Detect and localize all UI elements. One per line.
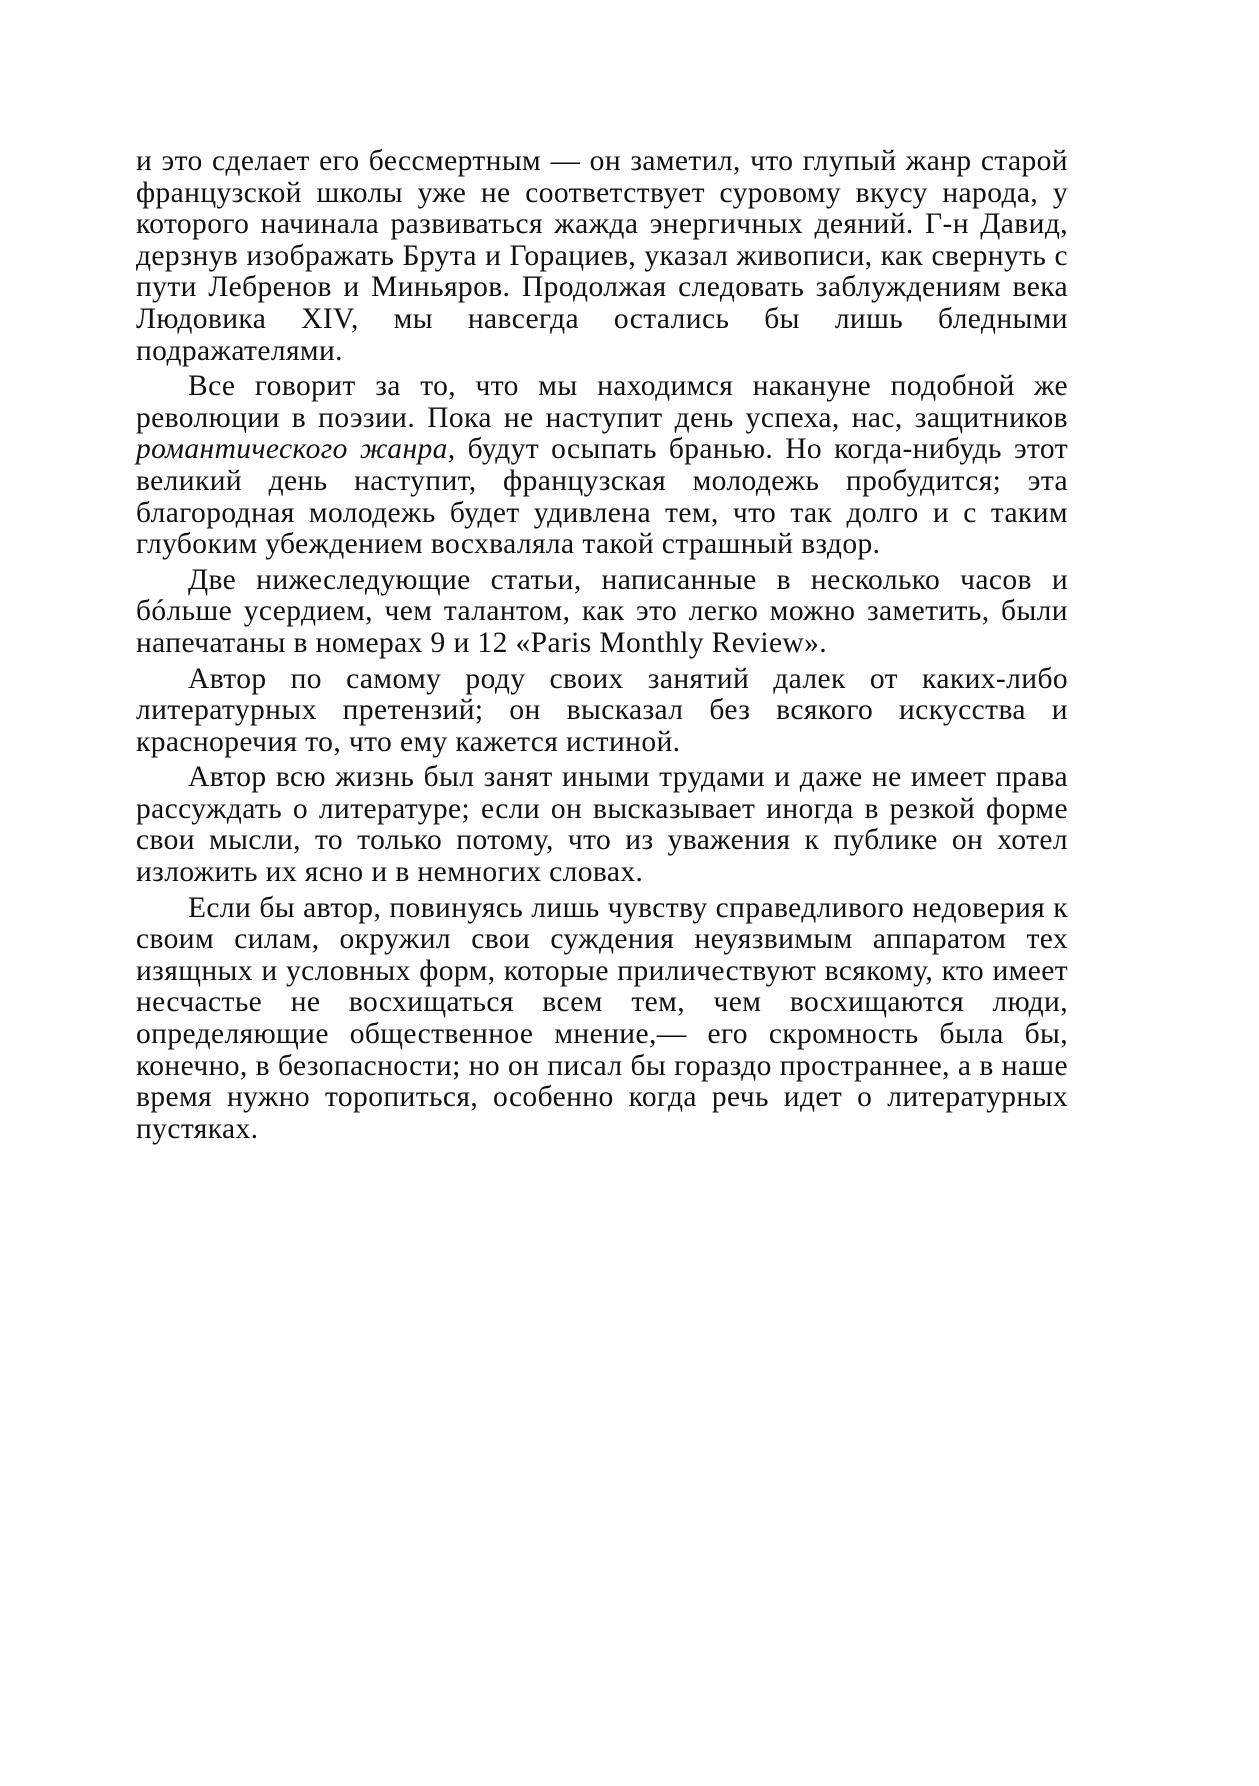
paragraph-text: и это сделает его бессмертным — он заметил, что глупый жанр старой французской школы уже не соответствует суровому вкусу народа, у которого начинала развиваться жажда энергичных деяний. Г-н Давид, дерзнув изображать Брута и Горациев, указал живописи, как свернуть с пути Лебренов и Миньяров. Продолжая следовать заблуждениям века Людовика XIV, мы навсегда остались бы лишь бледными подражателями. [136,145,1068,367]
paragraph [136,762,1068,888]
paragraph-text: Автор всю жизнь был занят иными трудами и даже не имеет права рассуждать о литературе; если он высказывает иногда в резкой форме свои мысли, то только потому, что из уважения к публике он хотел изложить их ясно и в немногих словах. [136,761,1068,889]
paragraph [136,664,1068,759]
paragraph-text: Все говорит за то, что мы находимся накануне подобной же революции в поэзии. Пока не наступит день успеха, нас, защитников [136,370,1068,434]
paragraph [136,893,1068,1146]
paragraph [136,146,1068,367]
paragraph [136,565,1068,660]
paragraph-text: Автор по самому роду своих занятий далек от каких-либо литературных претензий; он высказал без всякого искусства и красноречия то, что ему кажется истиной. [136,662,1068,758]
paragraph-text: Если бы автор, повинуясь лишь чувству справедливого недоверия к своим силам, окружил свои суждения неуязвимым аппаратом тех изящных и условных форм, которые приличествуют всякому, кто имеет несчастье не восхищаться всем тем, чем восхищаются люди, определяющие общественное мнение,— его скромность была бы, конечно, в безопасности; но он писал бы гораздо пространнее, а в наше время нужно торопиться, особенно когда речь идет о литературных пустяках. [136,891,1068,1145]
italic-text: романтического жанра, [136,433,456,466]
paragraph-text: Две нижеследующие статьи, написанные в несколько часов и бóльше усердием, чем талантом, как это легко можно заметить, были напечатаны в номерах 9 и 12 «Paris Monthly Review». [136,563,1068,659]
paragraph-text: будут осыпать бранью. Но когда-нибудь этот великий день наступит, французская молодежь пробудится; эта благородная молодежь будет удивлена тем, что так долго и с таким глубоким убеждением восхваляла такой страшный вздор. [136,433,1068,561]
paragraph [136,371,1068,561]
body-text [136,146,1068,1145]
